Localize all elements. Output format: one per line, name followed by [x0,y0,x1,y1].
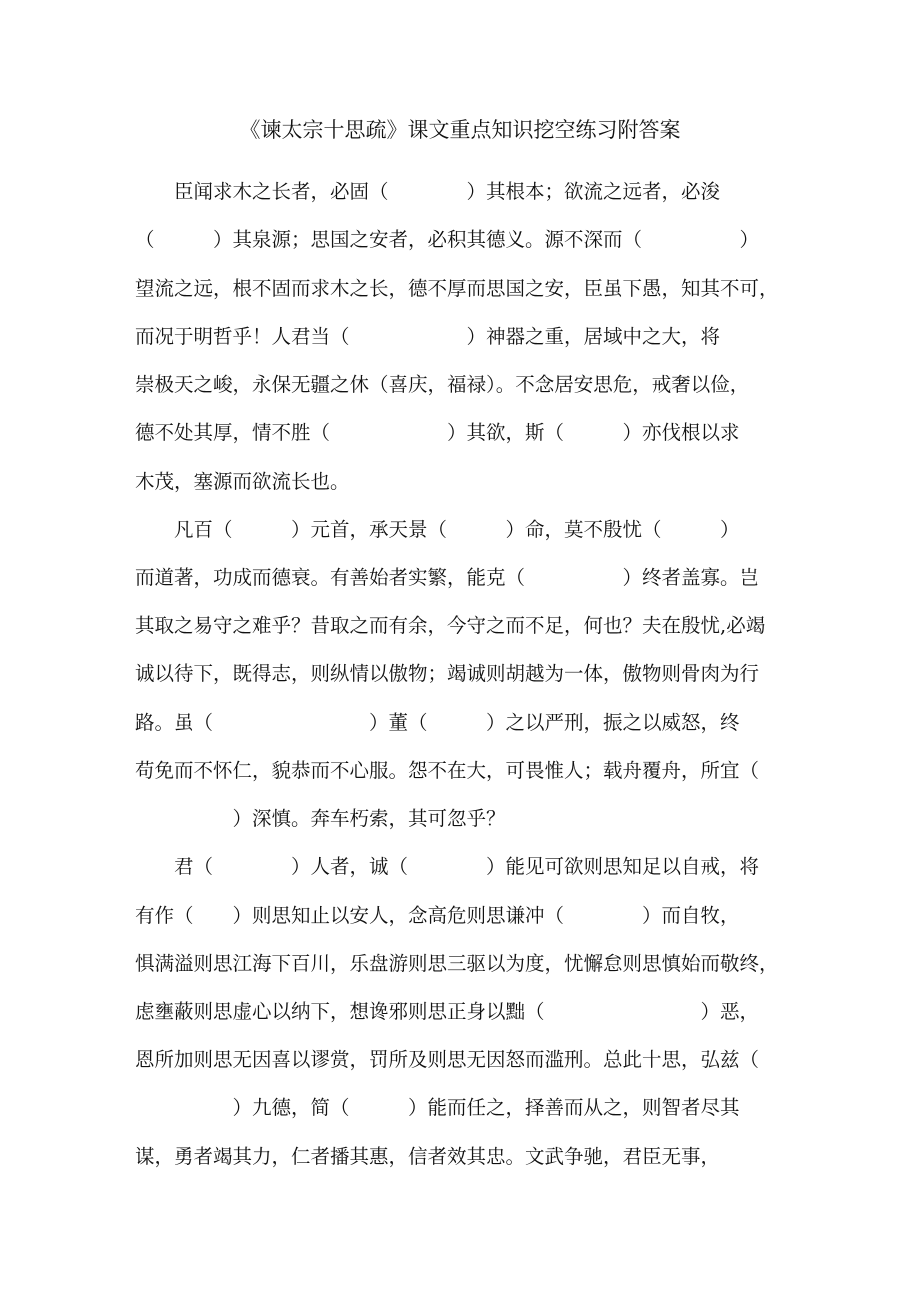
text-line-19: 恩所加则思无因喜以谬赏，罚所及则思无因怒而滥刑。总此十思，弘兹（ [135,1048,760,1071]
text-line-18: 虑壅蔽则思虚心以纳下，想谗邪则思正身以黜（ ）恶， [135,1000,760,1023]
text-line-15: 君（ ）人者，诚（ ）能见可欲则思知足以自戒，将 [135,855,760,878]
text-line-3: 望流之远，根不固而求木之长，德不厚而思国之安，臣虽下愚，知其不可， [135,277,779,300]
text-line-16: 有作（ ）则思知止以安人，念高危则思谦冲（ ）而自牧， [135,904,740,927]
text-line-12: 路。虽（ ）董（ ）之以严刑，振之以威怒，终 [135,711,740,734]
text-line-9: 而道著，功成而德衰。有善始者实繁，能克（ ）终者盖寡。岂 [135,566,760,589]
text-line-20: ）九德，简（ ）能而任之，择善而从之，则智者尽其 [135,1096,740,1119]
text-line-10: 其取之易守之难乎？昔取之而有余，今守之而不足，何也？夫在殷忧,必竭 [135,614,766,637]
text-line-2: （ ）其泉源；思国之安者，必积其德义。源不深而（ ） [135,228,760,251]
text-line-8: 凡百（ ）元首，承天景（ ）命，莫不殷忧（ ） [135,518,740,541]
text-line-1: 臣闻求木之长者，必固（ ）其根本；欲流之远者，必浚 [135,180,721,203]
text-line-21: 谋，勇者竭其力，仁者播其惠，信者效其忠。文武争驰，君臣无事， [135,1145,721,1168]
text-line-6: 德不处其厚，情不胜（ ）其欲，斯（ ）亦伐根以求 [135,421,740,444]
text-line-13: 苟免而不怀仁，貌恭而不心服。怨不在大，可畏惟人；载舟覆舟，所宜（ [135,759,760,782]
text-line-11: 诚以待下，既得志，则纵情以傲物；竭诚则胡越为一体，傲物则骨肉为行 [135,662,760,685]
text-line-14: ）深慎。奔车朽索，其可忽乎？ [135,807,506,830]
text-line-7: 木茂，塞源而欲流长也。 [135,470,350,493]
document-title: 《谏太宗十思疏》课文重点知识挖空练习附答案 [239,118,681,142]
text-line-17: 惧满溢则思江海下百川，乐盘游则思三驱以为度，忧懈怠则思慎始而敬终， [135,952,779,975]
text-line-4: 而况于明哲乎！人君当（ ）神器之重，居域中之大，将 [135,325,721,348]
text-line-5: 崇极天之峻，永保无疆之休（喜庆，福禄）。不念居安思危，戒奢以俭， [135,373,750,396]
